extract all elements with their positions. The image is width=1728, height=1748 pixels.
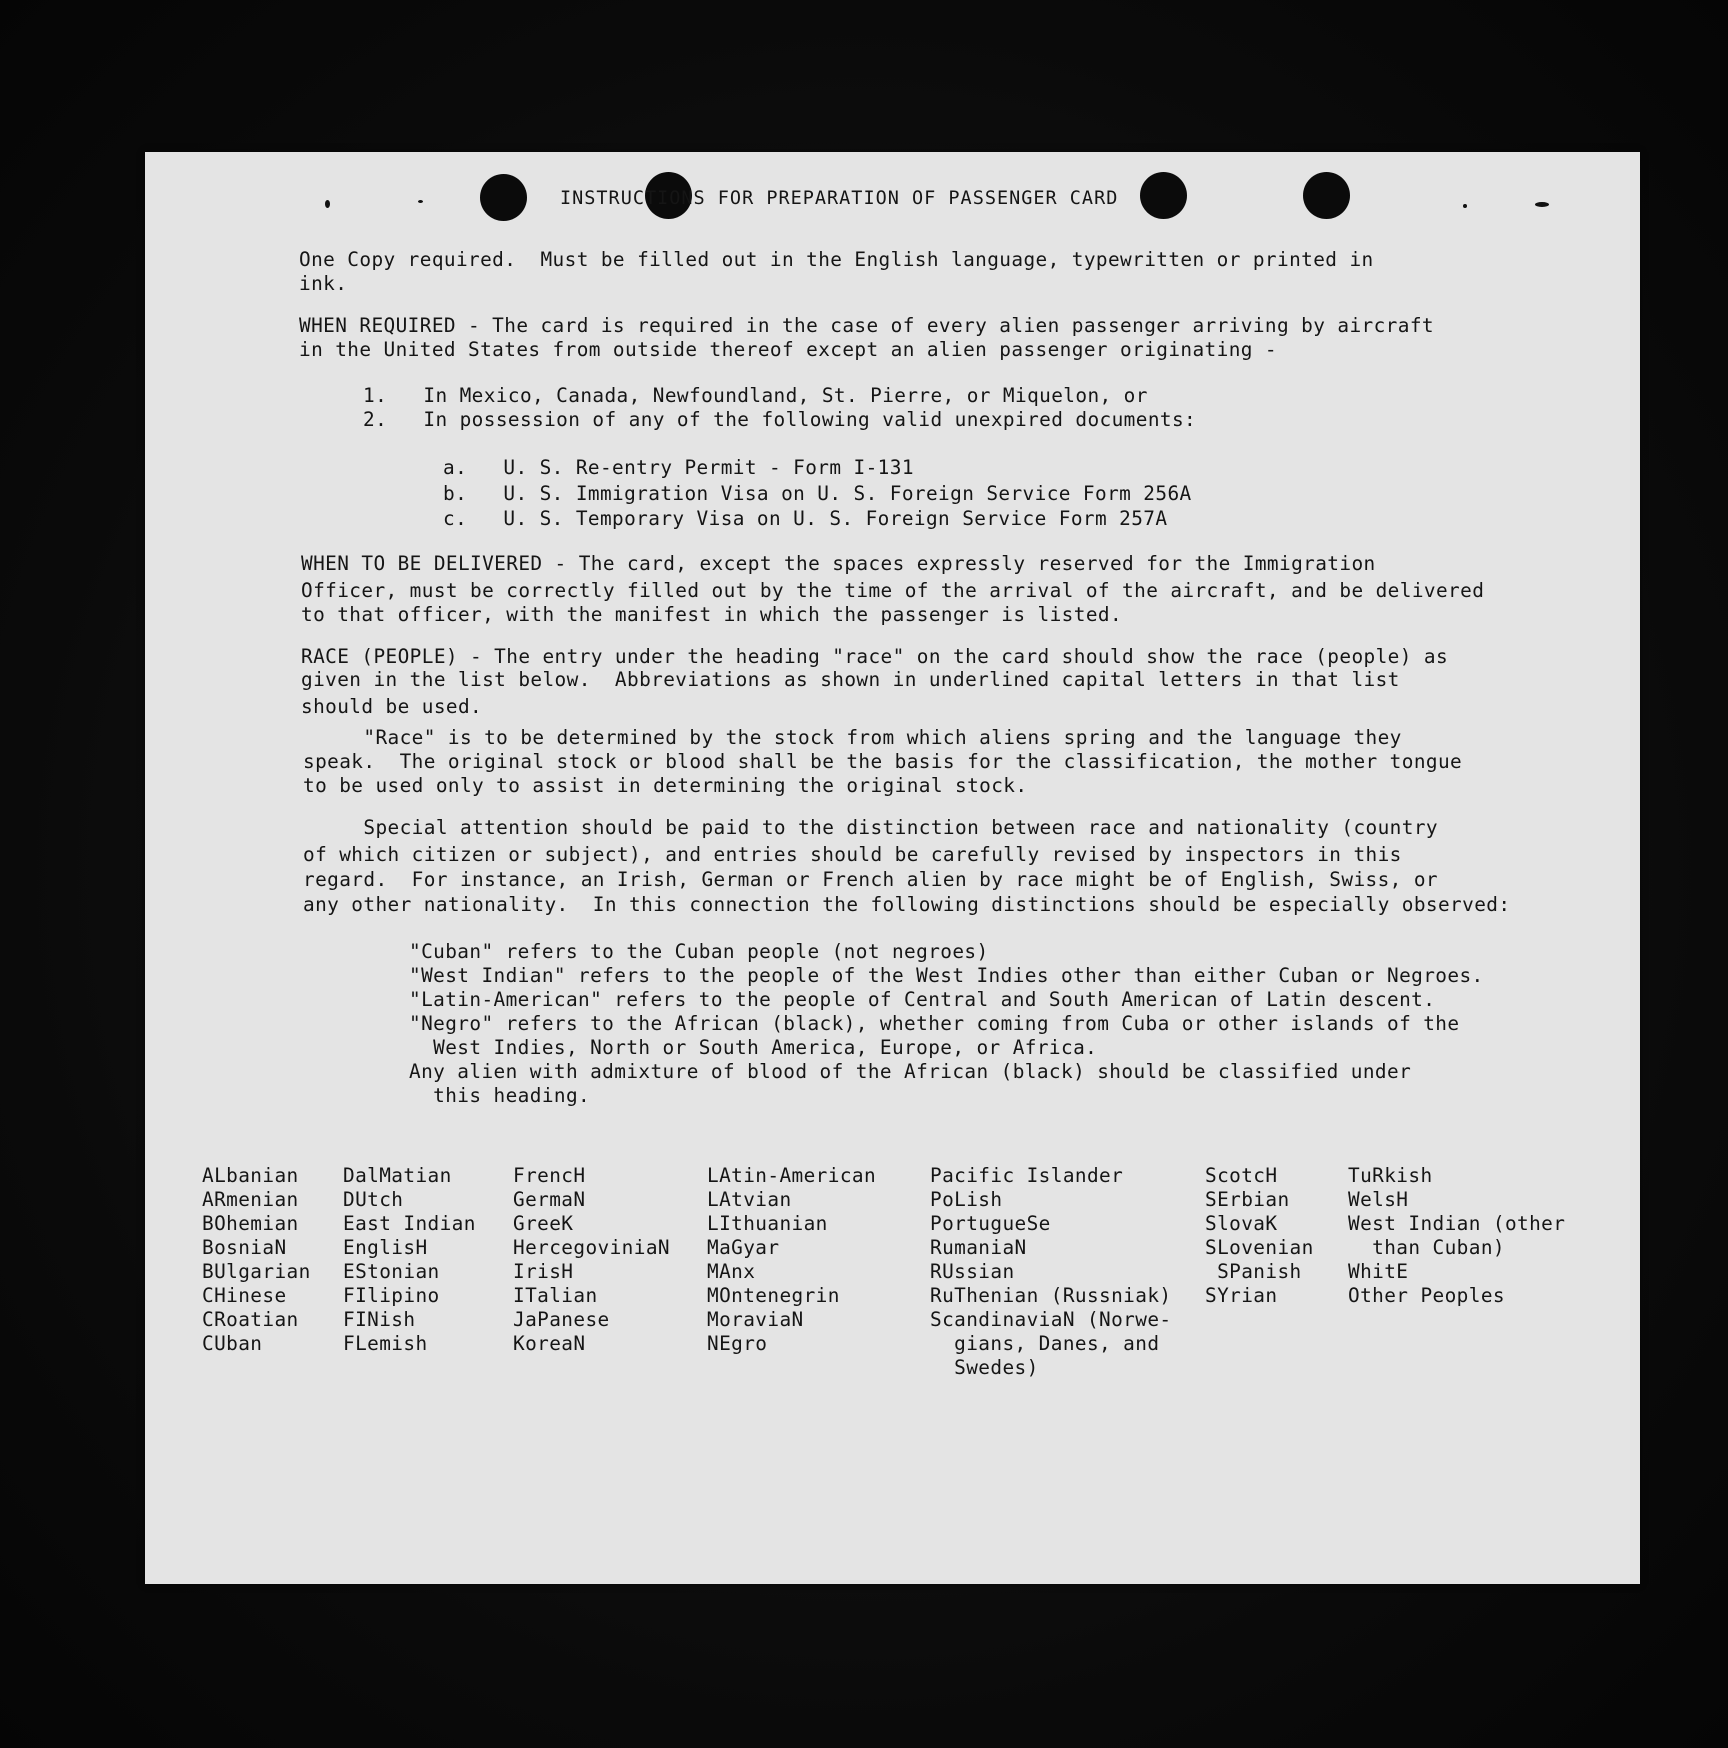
race-entry: BUlgarian <box>202 1260 311 1283</box>
race-entry: ARmenian <box>202 1188 299 1211</box>
race-entry: PortugueSe <box>930 1212 1051 1235</box>
race-entry: gians, Danes, and <box>930 1332 1160 1355</box>
race-entry: ALbanian <box>202 1164 299 1187</box>
distinction-line: "Cuban" refers to the Cuban people (not negroes) <box>409 940 989 963</box>
race-entry: MoraviaN <box>707 1308 804 1331</box>
distinction-line: "West Indian" refers to the people of the West Indies other than either Cuban or Negroes. <box>409 964 1484 987</box>
race-entry: LAtin-American <box>707 1164 877 1187</box>
document-item: c. U. S. Temporary Visa on U. S. Foreign Service Form 257A <box>443 507 1168 530</box>
distinction-line: this heading. <box>409 1084 591 1107</box>
race-entry: PoLish <box>930 1188 1003 1211</box>
race-column-3 <box>513 1164 670 1356</box>
race-entry: BosniaN <box>202 1236 287 1259</box>
race-entry: SErbian <box>1205 1188 1290 1211</box>
race-people-line: RACE (PEOPLE) - The entry under the heading "race" on the card should show the race (people) as <box>301 645 1449 668</box>
race-entry: LAtvian <box>707 1188 792 1211</box>
speck <box>325 200 330 208</box>
document-page <box>145 152 1640 1584</box>
race-definition-line: to be used only to assist in determining the original stock. <box>303 774 1028 797</box>
race-entry: EStonian <box>343 1260 440 1283</box>
race-entry: FrencH <box>513 1164 586 1187</box>
when-delivered-line: Officer, must be correctly filled out by the time of the arrival of the aircraft, and be delivered <box>301 579 1485 602</box>
when-delivered-line: to that officer, with the manifest in which the passenger is listed. <box>301 603 1123 626</box>
race-entry: RUssian <box>930 1260 1015 1283</box>
document-item: a. U. S. Re-entry Permit - Form I-131 <box>443 456 914 479</box>
race-column-1 <box>202 1164 311 1356</box>
race-entry: BOhemian <box>202 1212 299 1235</box>
race-entry: SPanish <box>1205 1260 1302 1283</box>
race-entry: IrisH <box>513 1260 574 1283</box>
race-entry: CHinese <box>202 1284 287 1307</box>
race-entry: DalMatian <box>343 1164 452 1187</box>
exception-item: 1. In Mexico, Canada, Newfoundland, St. Pierre, or Miquelon, or <box>363 384 1148 407</box>
race-entry: ScotcH <box>1205 1164 1278 1187</box>
page-title: INSTRUCTIONS FOR PREPARATION OF PASSENGER CARD <box>560 188 1119 209</box>
race-entry: SYrian <box>1205 1284 1278 1307</box>
when-required-line: WHEN REQUIRED - The card is required in the case of every alien passenger arriving by aircraft <box>299 314 1434 337</box>
race-entry: MAnx <box>707 1260 756 1283</box>
race-entry: East Indian <box>343 1212 476 1235</box>
race-entry: West Indian (other <box>1348 1212 1566 1235</box>
race-entry: WhitE <box>1348 1260 1409 1283</box>
when-required-line: in the United States from outside thereof except an alien passenger originating - <box>299 338 1278 361</box>
race-entry: than Cuban) <box>1348 1236 1505 1259</box>
race-entry: LIthuanian <box>707 1212 828 1235</box>
race-entry: CUban <box>202 1332 263 1355</box>
speck <box>1535 202 1549 207</box>
race-definition-line: "Race" is to be determined by the stock from which aliens spring and the language they <box>303 726 1402 749</box>
document-item: b. U. S. Immigration Visa on U. S. Foreign Service Form 256A <box>443 482 1192 505</box>
race-people-line: given in the list below. Abbreviations as shown in underlined capital letters in that list <box>301 668 1400 691</box>
special-attention-line: Special attention should be paid to the distinction between race and nationality (country <box>303 816 1438 839</box>
race-entry: Pacific Islander <box>930 1164 1124 1187</box>
intro-line: ink. <box>299 272 348 295</box>
race-entry: JaPanese <box>513 1308 610 1331</box>
race-entry: FIlipino <box>343 1284 440 1307</box>
special-attention-line: regard. For instance, an Irish, German or French alien by race might be of English, Swiss, or <box>303 868 1438 891</box>
race-entry: HercegoviniaN <box>513 1236 670 1259</box>
race-entry: DUtch <box>343 1188 404 1211</box>
race-entry: GreeK <box>513 1212 574 1235</box>
distinction-line: Any alien with admixture of blood of the African (black) should be classified under <box>409 1060 1412 1083</box>
punch-hole <box>480 174 527 221</box>
race-entry: Other Peoples <box>1348 1284 1505 1307</box>
intro-line: One Copy required. Must be filled out in the English language, typewritten or printed in <box>299 248 1374 271</box>
race-people-line: should be used. <box>301 695 483 718</box>
special-attention-line: of which citizen or subject), and entries should be carefully revised by inspectors in this <box>303 843 1402 866</box>
punch-hole <box>1303 172 1350 219</box>
race-entry: ITalian <box>513 1284 598 1307</box>
race-entry: KoreaN <box>513 1332 586 1355</box>
distinction-line: West Indies, North or South America, Europe, or Africa. <box>409 1036 1098 1059</box>
race-entry: CRoatian <box>202 1308 299 1331</box>
race-entry: MOntenegrin <box>707 1284 840 1307</box>
race-entry: ScandinaviaN (Norwe- <box>930 1308 1172 1331</box>
race-definition-line: speak. The original stock or blood shall be the basis for the classification, the mother tongue <box>303 750 1463 773</box>
distinction-line: "Negro" refers to the African (black), whether coming from Cuba or other islands of the <box>409 1012 1460 1035</box>
race-entry: WelsH <box>1348 1188 1409 1211</box>
race-entry: FLemish <box>343 1332 428 1355</box>
race-entry: Swedes) <box>930 1356 1039 1379</box>
race-entry: MaGyar <box>707 1236 780 1259</box>
special-attention-line: any other nationality. In this connection the following distinctions should be especially observed: <box>303 893 1511 916</box>
race-entry: NEgro <box>707 1332 768 1355</box>
speck <box>1463 204 1467 208</box>
exception-item: 2. In possession of any of the following valid unexpired documents: <box>363 408 1197 431</box>
race-column-2 <box>343 1164 476 1356</box>
race-column-7 <box>1348 1164 1565 1308</box>
race-entry: RuThenian (Russniak) <box>930 1284 1172 1307</box>
race-entry: RumaniaN <box>930 1236 1027 1259</box>
race-entry: TuRkish <box>1348 1164 1433 1187</box>
race-entry: FINish <box>343 1308 416 1331</box>
when-delivered-line: WHEN TO BE DELIVERED - The card, except the spaces expressly reserved for the Immigration <box>301 552 1376 575</box>
punch-hole <box>1140 172 1187 219</box>
race-entry: SlovaK <box>1205 1212 1278 1235</box>
distinction-line: "Latin-American" refers to the people of Central and South American of Latin descent. <box>409 988 1436 1011</box>
race-column-5 <box>930 1164 1171 1380</box>
race-column-4 <box>707 1164 876 1356</box>
race-column-6 <box>1205 1164 1314 1308</box>
race-entry: GermaN <box>513 1188 586 1211</box>
race-entry: SLovenian <box>1205 1236 1314 1259</box>
race-entry: EnglisH <box>343 1236 428 1259</box>
speck <box>418 200 423 203</box>
